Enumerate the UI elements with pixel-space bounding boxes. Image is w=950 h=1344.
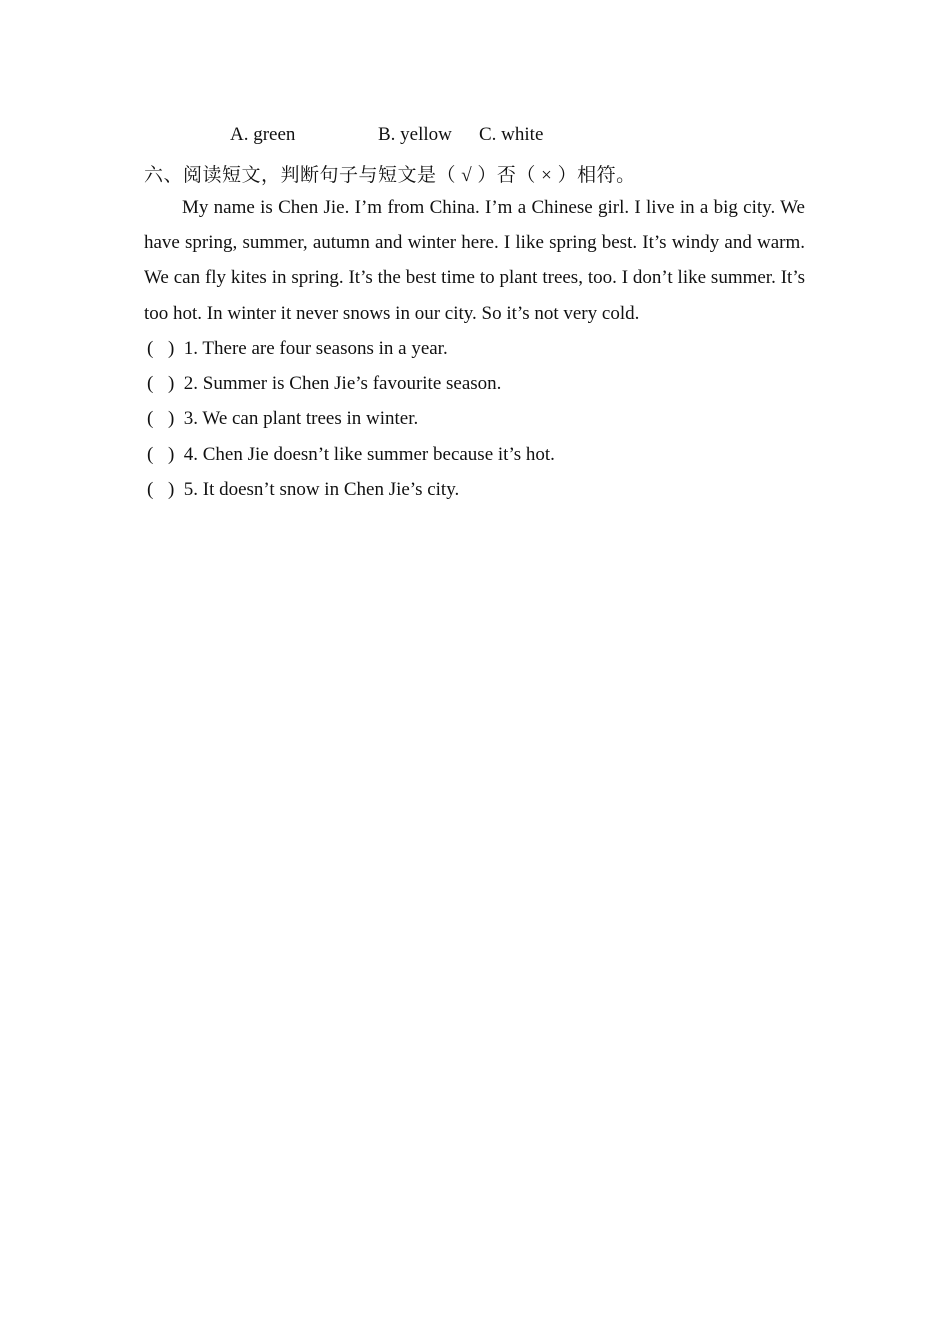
question-text: 3. We can plant trees in winter. [183,408,419,430]
answer-blank-close: ) [168,443,175,465]
question-item [147,331,807,366]
answer-blank-close: ) [168,478,175,500]
question-text: 2. Summer is Chen Jie’s favourite season. [183,373,502,395]
question-text: 1. There are four seasons in a year. [183,338,448,359]
question-text: 4. Chen Jie doesn’t like summer because it’s hot. [183,443,555,465]
answer-blank-open: ( [147,338,154,359]
option-b: B. yellow [378,124,452,145]
question-item [147,366,807,401]
answer-blank-open: ( [147,373,154,395]
option-c: C. white [479,124,544,145]
question-text: 5. It doesn’t snow in Chen Jie’s city. [183,478,460,500]
answer-options-row [0,124,950,148]
question-item [147,472,807,507]
answer-blank-open: ( [147,478,154,500]
true-false-questions [147,331,807,507]
answer-blank-open: ( [147,408,154,430]
question-item [147,437,807,472]
answer-blank-open: ( [147,443,154,465]
answer-blank-close: ) [168,373,175,395]
question-item [147,401,807,436]
section-heading: 六、阅读短文，判断句子与短文是（ √ ）否（ × ）相符。 [144,165,636,186]
option-a: A. green [230,124,296,145]
reading-passage: My name is Chen Jie. I’m from China. I’m a Chinese girl. I live in a big city. We have spring, summer, autumn and winter here. I like spring best. It’s windy and warm. We can fly kites in spring. It’s the best time to plant trees, too. I don’t like summer. It’s too hot. In winter it never snows in our city. So it’s not very cold. [144,197,805,324]
answer-blank-close: ) [168,408,175,430]
answer-blank-close: ) [168,338,175,359]
